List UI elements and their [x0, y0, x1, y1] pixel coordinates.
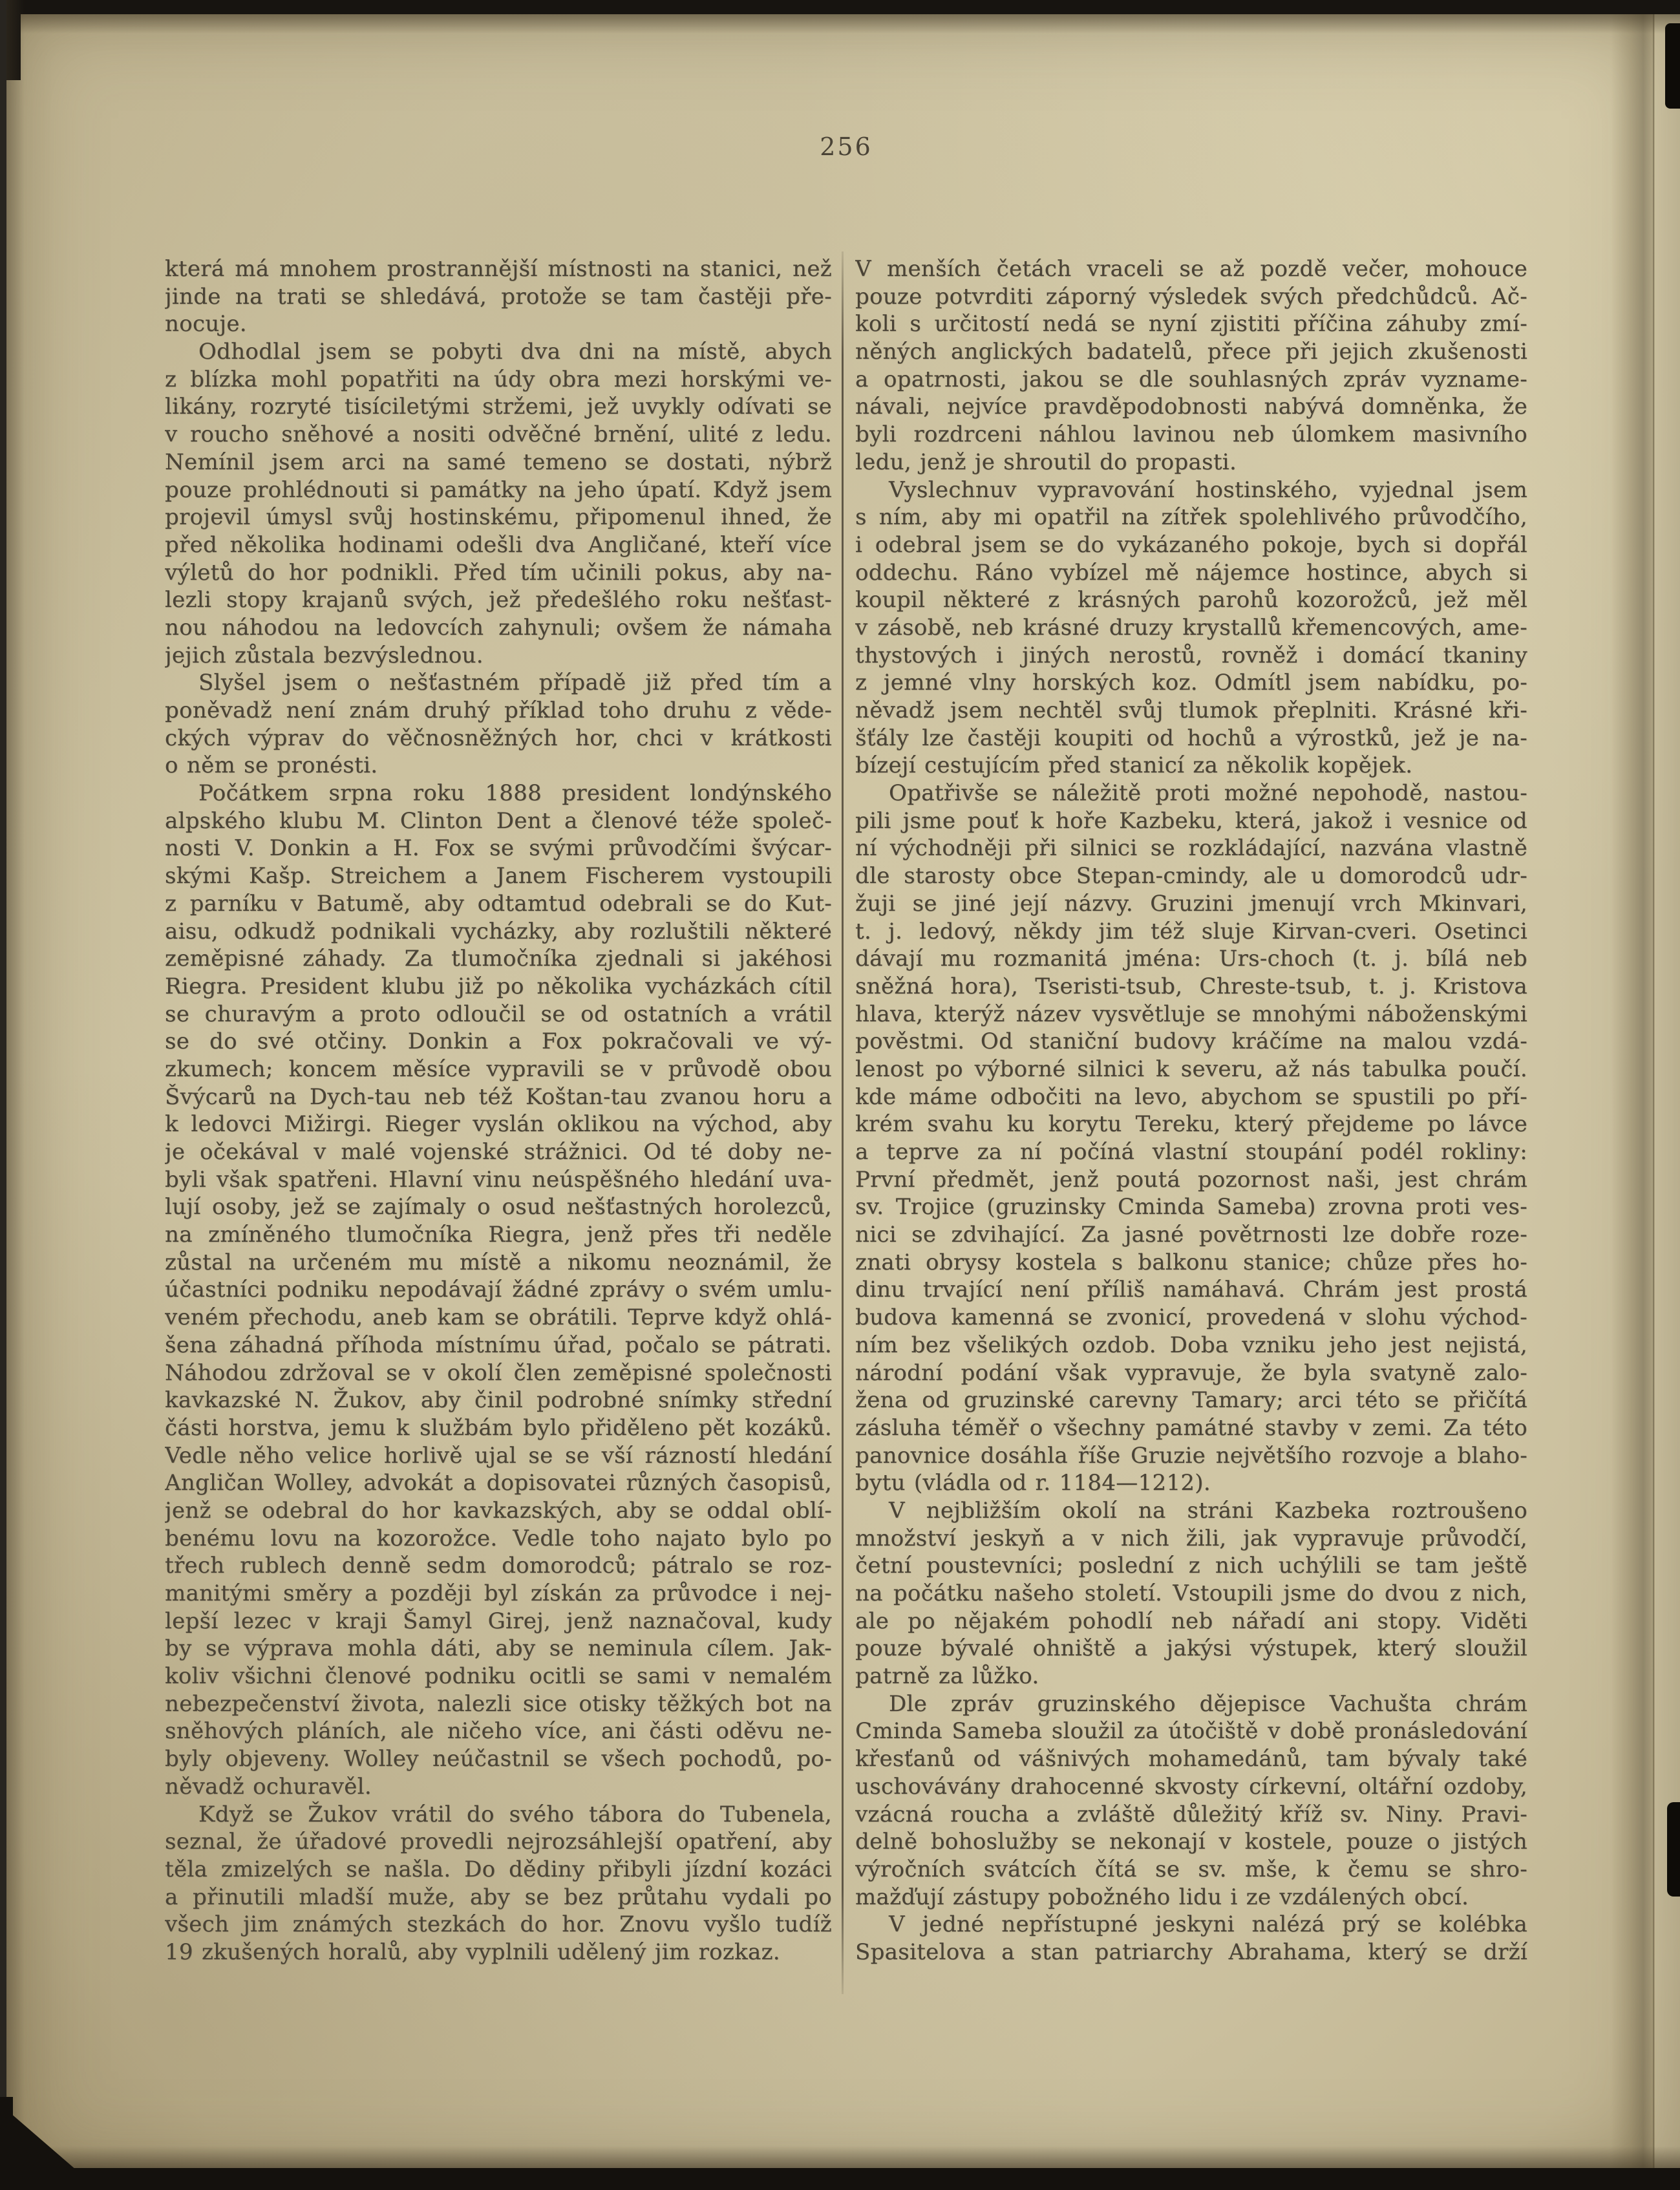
- text-line: něvadž ochuravěl.: [165, 1773, 372, 1800]
- text-line: byly objeveny. Wolley neúčastnil se všech pochodů, po-: [165, 1746, 832, 1772]
- text-line: delně bohoslužby se nekonají v kostele, pouze o jistých: [855, 1829, 1527, 1855]
- text-line: účastníci podniku nepodávají žádné zprávy o svém umlu-: [165, 1277, 832, 1303]
- text-line: sněžná hora), Tseristi-tsub, Chreste-tsub, t. j. Kristova: [855, 973, 1527, 999]
- text-line: Riegra. President klubu již po několika vycházkách cítil: [165, 973, 832, 999]
- text-line: nebezpečenství života, nalezli sice otisky těžkých bot na: [165, 1690, 832, 1717]
- text-line: hlava, kterýž název vysvětluje se mnohými náboženskými: [855, 1001, 1527, 1027]
- text-line: šena záhadná příhoda místnímu úřad, počalo se pátrati.: [165, 1332, 832, 1358]
- text-line: třech rublech denně sedm domorodců; pátralo se roz-: [165, 1553, 832, 1579]
- text-line: pili jsme pouť k hoře Kazbeku, která, jakož i vesnice od: [855, 807, 1527, 834]
- text-line: jenž se odebral do hor kavkazských, aby se oddal oblí-: [165, 1497, 832, 1524]
- text-line: t. j. ledový, někdy jim též sluje Kirvan-cveri. Osetinci: [855, 918, 1527, 944]
- text-line: kavkazské N. Žukov, aby činil podrobné snímky střední: [165, 1387, 832, 1414]
- text-line: zásluha téměř o všechny památné stavby v zemi. Za této: [855, 1414, 1527, 1441]
- column-divider-rule: [842, 251, 844, 1994]
- text-line: koupil některé z krásných parohů kozorožců, jež měl: [855, 587, 1527, 613]
- text-line: na zmíněného tlumočníka Riegra, jenž přes tři neděle: [165, 1222, 832, 1248]
- text-line: patrně za lůžko.: [855, 1663, 1039, 1690]
- scan-artifact-right-middle: [1667, 1802, 1680, 1897]
- text-line: o něm se pronésti.: [165, 752, 378, 779]
- text-line: manitými směry a později byl získán za průvodce i nej-: [165, 1580, 832, 1606]
- text-line: Švýcarů na Dych-tau neb též Koštan-tau zvanou horu a: [165, 1083, 832, 1110]
- text-line: zkumech; koncem měsíce vypravili se v průvodě obou: [165, 1056, 832, 1082]
- text-line: pouze bývalé ohniště a jakýsi výstupek, který sloužil: [855, 1635, 1527, 1662]
- text-line: Nemínil jsem arci na samé temeno se dostati, nýbrž: [165, 449, 832, 475]
- text-line: alpského klubu M. Clinton Dent a členové téže společ-: [165, 807, 832, 834]
- text-line: pouze prohlédnouti si památky na jeho úpatí. Když jsem: [165, 476, 832, 503]
- text-column-left: [165, 255, 832, 1966]
- text-line: by se výprava mohla dáti, aby se neminula cílem. Jak-: [165, 1635, 832, 1662]
- text-line: sv. Trojice (gruzinsky Cminda Sameba) zrovna proti ves-: [855, 1194, 1527, 1220]
- text-line: Odhodlal jsem se pobyti dva dni na místě, abych: [198, 339, 832, 365]
- text-line: která má mnohem prostrannější místnosti na stanici, než: [165, 256, 832, 282]
- text-line: Náhodou zdržoval se v okolí člen zeměpisné společnosti: [165, 1359, 832, 1386]
- text-line: lují osoby, jež se zajímaly o osud nešťastných horolezců,: [165, 1194, 832, 1220]
- text-line: se churavým a proto odloučil se od ostatních a vrátil: [165, 1001, 832, 1027]
- text-line: bízejí cestujícím před stanicí za několik kopějek.: [855, 752, 1413, 779]
- text-line: projevil úmysl svůj hostinskému, připomenul ihned, že: [165, 504, 832, 531]
- text-line: byli však spatřeni. Hlavní vinu neúspěšného hledání uva-: [165, 1166, 832, 1193]
- text-line: vzácná roucha a zvláště důležitý kříž sv. Niny. Pravi-: [855, 1801, 1527, 1827]
- text-line: kde máme odbočiti na levo, abychom se spustili po pří-: [855, 1083, 1527, 1110]
- text-line: dle starosty obce Stepan-cmindy, ale u domorodců udr-: [855, 863, 1527, 889]
- text-line: Spasitelova a stan patriarchy Abrahama, který se drží: [855, 1939, 1527, 1965]
- page-edge-line: [1653, 0, 1654, 2190]
- text-line: ale po nějakém pohodlí neb nářadí ani stopy. Viděti: [855, 1608, 1527, 1634]
- text-line: První předmět, jenž poutá pozornost naši, jest chrám: [855, 1166, 1527, 1193]
- text-line: množství jeskyň a v nich žili, jak vypravuje průvodčí,: [855, 1525, 1527, 1551]
- text-line: nosti V. Donkin a H. Fox se svými průvodčími švýcar-: [165, 835, 832, 862]
- text-line: křesťanů od vášnivých mohamedánů, tam bývaly také: [855, 1746, 1527, 1772]
- text-line: Dle zpráv gruzinského dějepisce Vachušta chrám: [889, 1690, 1527, 1717]
- text-line: a opatrnosti, jakou se dle souhlasných zpráv vyzname-: [855, 366, 1527, 392]
- text-line: V nejbližším okolí na stráni Kazbeka roztroušeno: [889, 1497, 1527, 1524]
- scan-edge-left: [0, 0, 6, 2190]
- text-line: s ním, aby mi opatřil na zítřek spolehlivého průvodčího,: [855, 504, 1527, 531]
- scan-edge-bottom-shadow: [0, 2146, 1680, 2168]
- text-line: skými Kašp. Streichem a Janem Fischerem vystoupili: [165, 863, 832, 889]
- text-line: žuji se jiné její názvy. Gruzini jmenují vrch Mkinvari,: [855, 890, 1527, 917]
- scan-corner-bottom-left-diagonal: [5, 2109, 76, 2170]
- text-line: zůstal na určeném mu místě a nikomu neoznámil, že: [165, 1249, 832, 1275]
- text-line: k ledovci Mižirgi. Rieger vyslán oklikou na východ, aby: [165, 1111, 832, 1138]
- text-line: je očekával v malé vojenské strážnici. Od té doby ne-: [165, 1139, 832, 1165]
- text-line: dinu trvající není příliš namáhavá. Chrám jest prostá: [855, 1277, 1527, 1303]
- scan-artifact-right-top: [1665, 23, 1680, 109]
- text-line: V menších četách vraceli se až pozdě večer, mohouce: [855, 256, 1527, 282]
- scan-edge-top-shadow: [0, 14, 1680, 34]
- text-line: z blízka mohl popatřiti na údy obra mezi horskými ve-: [165, 366, 832, 392]
- text-line: koliv všichni členové podniku ocitli se sami v nemalém: [165, 1663, 832, 1690]
- text-line: pověstmi. Od staniční budovy kráčíme na malou vzdá-: [855, 1028, 1527, 1055]
- text-line: všech jim známých stezkách do hor. Znovu vyšlo tudíž: [165, 1911, 832, 1938]
- text-line: těla zmizelých se našla. Do dědiny přibyli jízdní kozáci: [165, 1856, 832, 1882]
- page-number: 256: [820, 133, 873, 161]
- text-line: šťály lze častěji koupiti od hochů a výrostků, jež je na-: [855, 725, 1527, 751]
- text-line: i odebral jsem se do vykázaného pokoje, bych si dopřál: [855, 531, 1527, 558]
- page-fold-shadow: [1611, 0, 1655, 2190]
- text-line: sněhových pláních, ale ničeho více, ani části oděvu ne-: [165, 1718, 832, 1745]
- text-line: z parníku v Batumě, aby odtamtud odebrali se do Kut-: [165, 890, 832, 917]
- scan-edge-left-shadow: [6, 0, 25, 2190]
- scan-edge-top: [0, 0, 1680, 14]
- text-line: něvadž jsem nechtěl svůj tlumok přeplniti. Krásné kři-: [855, 697, 1527, 723]
- text-line: se do své otčiny. Donkin a Fox pokračovali ve vý-: [165, 1028, 832, 1055]
- text-line: Vyslechnuv vypravování hostinského, vyjednal jsem: [889, 476, 1527, 503]
- text-line: něných anglických badatelů, přece při jejich zkušenosti: [855, 339, 1527, 365]
- text-line: ním bez všelikých ozdob. Doba vzniku jeho jest nejistá,: [855, 1332, 1527, 1358]
- text-line: ní východněji při silnici se rozkládající, nazvána vlastně: [855, 835, 1527, 862]
- text-line: části horstva, jemu k službám bylo přiděleno pět kozáků.: [165, 1414, 832, 1441]
- text-line: znati obrysy kostela s balkonu stanice; chůze přes ho-: [855, 1249, 1527, 1275]
- text-line: nici se zdvihající. Za jasné povětrnosti lze dobře roze-: [855, 1222, 1527, 1248]
- text-line: lezli stopy krajanů svých, jež předešlého roku nešťast-: [165, 587, 832, 613]
- text-line: bytu (vládla od r. 1184—1212).: [855, 1470, 1211, 1496]
- text-line: krém svahu ku korytu Tereku, který přejdeme po lávce: [855, 1111, 1527, 1138]
- text-line: benému lovu na kozorožce. Vedle toho najato bylo po: [165, 1525, 832, 1551]
- text-line: likány, rozryté tisíciletými stržemi, jež uvykly odívati se: [165, 394, 832, 420]
- text-line: na počátku našeho století. Vstoupili jsme do dvou z nich,: [855, 1580, 1527, 1606]
- text-line: v roucho sněhové a nositi odvěčné brnění, ulité z ledu.: [165, 421, 832, 448]
- scan-edge-bottom: [0, 2168, 1680, 2190]
- text-line: a přinutili mladší muže, aby se bez průtahu vydali po: [165, 1884, 832, 1910]
- text-line: z jemné vlny horských koz. Odmítl jsem nabídku, po-: [855, 670, 1527, 696]
- text-line: aisu, odkudž podnikali vycházky, aby rozluštili některé: [165, 918, 832, 944]
- text-column-right: [855, 255, 1527, 1966]
- text-line: před několika hodinami odešli dva Angličané, kteří více: [165, 531, 832, 558]
- text-line: poněvadž není znám druhý příklad toho druhu z věde-: [165, 697, 832, 723]
- text-line: žena od gruzinské carevny Tamary; arci této se přičítá: [855, 1387, 1527, 1414]
- text-line: seznal, že úřadové provedli nejrozsáhlejší opatření, aby: [165, 1829, 832, 1855]
- text-line: výletů do hor podnikli. Před tím učinili pokus, aby na-: [165, 559, 832, 586]
- text-line: v zásobě, neb krásné druzy krystallů křemencových, ame-: [855, 614, 1527, 641]
- text-line: a teprve za ní počíná vlastní stoupání podél rokliny:: [855, 1139, 1527, 1165]
- text-line: 19 zkušených horalů, aby vyplnili udělený jim rozkaz.: [165, 1939, 780, 1965]
- text-line: návali, nejvíce pravděpodobnosti nabývá domněnka, že: [855, 394, 1527, 420]
- text-line: četní poustevníci; poslední z nich uchýlili se tam ještě: [855, 1553, 1527, 1579]
- text-line: nou náhodou na ledovcích zahynuli; ovšem že námaha: [165, 614, 832, 641]
- text-line: lenost po výborné silnici k severu, až nás tabulka poučí.: [855, 1056, 1527, 1082]
- text-line: zeměpisné záhady. Za tlumočníka zjednali si jakéhosi: [165, 946, 832, 972]
- text-line: pouze potvrditi záporný výsledek svých předchůdců. Ač-: [855, 283, 1527, 310]
- text-line: dávají mu rozmanitá jména: Urs-choch (t. j. bílá neb: [855, 946, 1527, 972]
- text-line: Vedle něho velice horlivě ujal se se vší rázností hledání: [165, 1442, 832, 1469]
- text-line: V jedné nepřístupné jeskyni nalézá prý se kolébka: [889, 1911, 1527, 1938]
- text-line: lepší lezec v kraji Šamyl Girej, jenž naznačoval, kudy: [165, 1608, 832, 1634]
- text-line: národní podání však vypravuje, že byla svatyně zalo-: [855, 1359, 1527, 1386]
- text-line: Počátkem srpna roku 1888 president londýnského: [198, 780, 832, 807]
- text-line: Když se Žukov vrátil do svého tábora do Tubenela,: [198, 1801, 832, 1827]
- text-line: koli s určitostí nedá se nyní zjistiti příčina záhuby zmí-: [855, 311, 1527, 337]
- text-line: výročních svátcích čítá se sv. mše, k čemu se shro-: [855, 1856, 1527, 1882]
- text-line: Opatřivše se náležitě proti možné nepohodě, nastou-: [889, 780, 1527, 807]
- text-line: oddechu. Ráno vybízel mě nájemce hostince, abych si: [855, 559, 1527, 586]
- text-line: Slyšel jsem o nešťastném případě již před tím a: [198, 670, 832, 696]
- text-line: jinde na trati se shledává, protože se tam častěji pře-: [165, 283, 832, 310]
- text-line: jejich zůstala bezvýslednou.: [165, 642, 484, 668]
- text-line: Cminda Sameba sloužil za útočiště v době pronásledování: [855, 1718, 1527, 1745]
- text-line: nocuje.: [165, 311, 247, 337]
- text-line: byli rozdrceni náhlou lavinou neb úlomkem masivního: [855, 421, 1527, 448]
- text-line: uschovávány drahocenné skvosty církevní, oltářní ozdoby,: [855, 1773, 1527, 1800]
- text-line: ledu, jenž je shroutil do propasti.: [855, 449, 1237, 475]
- text-line: Angličan Wolley, advokát a dopisovatei různých časopisů,: [165, 1470, 832, 1496]
- text-line: mažďují zástupy pobožného lidu i ze vzdálených obcí.: [855, 1884, 1469, 1910]
- text-line: thystových i jiných nerostů, rovněž i domácí tkaniny: [855, 642, 1527, 668]
- text-line: ckých výprav do věčnosněžných hor, chci v krátkosti: [165, 725, 832, 751]
- text-line: budova kamenná se zvonicí, provedená v slohu východ-: [855, 1304, 1527, 1331]
- text-line: veném přechodu, aneb kam se obrátili. Teprve když ohlá-: [165, 1304, 832, 1331]
- text-line: panovnice dosáhla říše Gruzie největšího rozvoje a blaho-: [855, 1442, 1527, 1469]
